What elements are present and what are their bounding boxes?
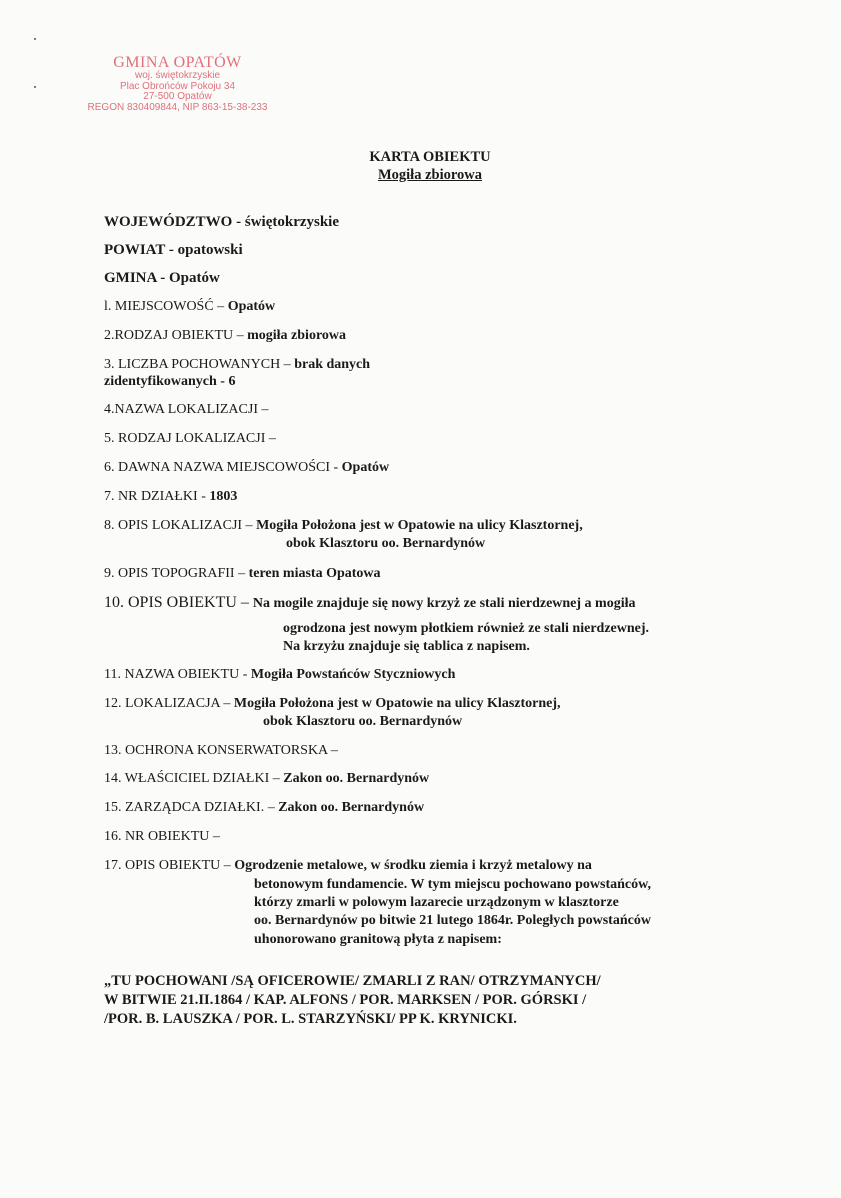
- field-value: Mogiła Położona jest w Opatowie na ulicy Klasztornej,: [256, 518, 583, 533]
- field-value: Zakon oo. Bernardynów: [283, 771, 430, 786]
- field-value-continued: betonowym fundamencie. W tym miejscu pochowano powstańców,: [254, 877, 651, 892]
- field-miejscowosc: [104, 299, 275, 315]
- scan-speck: [34, 86, 36, 88]
- field-label: 16. NR OBIEKTU –: [104, 829, 220, 844]
- field-value-continued: obok Klasztoru oo. Bernardynów: [263, 714, 463, 729]
- field-liczba-pochowanych: [104, 357, 370, 373]
- field-value: Na mogile znajduje się nowy krzyż ze stali nierdzewnej a mogiła: [252, 596, 636, 611]
- field-wojewodztwo: [104, 214, 339, 231]
- field-value-continued: którzy zmarli w polowym lazarecie urządzonym w klasztorze: [254, 895, 619, 910]
- field-label: 4.NAZWA LOKALIZACJI –: [104, 402, 269, 417]
- field-rodzaj-lokalizacji: [104, 431, 276, 447]
- inscription-line: „TU POCHOWANI /SĄ OFICEROWIE/ ZMARLI Z RAN/ OTRZYMANYCH/: [104, 973, 601, 989]
- field-nazwa-obiektu: [104, 667, 455, 683]
- field-nr-dzialki: [104, 489, 237, 505]
- field-opis-lokalizacji: [104, 518, 583, 534]
- stamp-line: woj. świętokrzyskie: [134, 70, 221, 81]
- field-opis-obiektu-10: [104, 594, 636, 612]
- field-label: 2.RODZAJ OBIEKTU –: [104, 328, 248, 343]
- field-dawna-nazwa: [104, 460, 389, 476]
- field-label: 11. NAZWA OBIEKTU -: [104, 667, 251, 682]
- field-value-continued: uhonorowano granitową płyta z napisem:: [254, 932, 502, 947]
- inscription-line: W BITWIE 21.II.1864 / KAP. ALFONS / POR. MARKSEN / POR. GÓRSKI /: [104, 992, 587, 1008]
- field-opis-obiektu-17: [104, 858, 592, 874]
- field-value: - opatowski: [165, 242, 243, 258]
- stamp-line: 27-500 Opatów: [143, 91, 212, 102]
- field-value: Zakon oo. Bernardynów: [278, 800, 425, 815]
- field-value: świętokrzyskie: [244, 214, 340, 230]
- field-label: 7. NR DZIAŁKI -: [104, 489, 210, 504]
- inscription-line: /POR. B. LAUSZKA / POR. L. STARZYŃSKI/ PP K. KRYNICKI.: [104, 1011, 517, 1027]
- office-stamp: [80, 54, 275, 113]
- field-value: 1803: [209, 489, 238, 504]
- field-label: 14. WŁAŚCICIEL DZIAŁKI –: [104, 771, 284, 786]
- field-value-continued: ogrodzona jest nowym płotkiem również ze stali nierdzewnej.: [283, 621, 650, 636]
- field-label: 12. LOKALIZACJA –: [104, 696, 234, 711]
- stamp-line: REGON 830409844, NIP 863-15-38-233: [87, 101, 268, 113]
- document-subtitle: Mogiła zbiorowa: [377, 167, 483, 183]
- stamp-title: GMINA OPATÓW: [113, 54, 242, 71]
- field-label: 17. OPIS OBIEKTU –: [104, 858, 235, 873]
- field-value: Ogrodzenie metalowe, w środku ziemia i krzyż metalowy na: [234, 858, 592, 873]
- field-value: brak danych: [294, 357, 371, 372]
- stamp-line: Plac Obrońców Pokoju 34: [119, 80, 236, 92]
- document-title: KARTA OBIEKTU: [369, 149, 491, 165]
- field-ochrona-konserwatorska: [104, 743, 338, 759]
- field-value-continued: zidentyfikowanych - 6: [104, 374, 236, 389]
- field-label: 5. RODZAJ LOKALIZACJI –: [104, 431, 276, 446]
- field-value: teren miasta Opatowa: [248, 566, 381, 581]
- field-value-continued: obok Klasztoru oo. Bernardynów: [286, 536, 486, 551]
- field-nazwa-lokalizacji: [104, 402, 268, 418]
- field-label: GMINA: [104, 270, 157, 286]
- field-gmina: [104, 270, 220, 287]
- field-value: mogiła zbiorowa: [247, 328, 347, 343]
- field-lokalizacja: [104, 696, 561, 712]
- field-zarzadca-dzialki: [104, 800, 424, 816]
- field-value: Opatów: [341, 460, 390, 475]
- field-value: Mogiła Powstańców Styczniowych: [250, 667, 456, 682]
- field-nr-obiektu: [104, 829, 220, 845]
- field-label: WOJEWÓDZTWO -: [104, 214, 245, 230]
- field-label: POWIAT: [104, 242, 166, 258]
- field-value-continued: oo. Bernardynów po bitwie 21 lutego 1864r. Poległych powstańców: [254, 913, 651, 928]
- field-label: 13. OCHRONA KONSERWATORSKA –: [104, 743, 338, 758]
- field-label: 10. OPIS OBIEKTU –: [104, 594, 253, 611]
- field-value-continued: Na krzyżu znajduje się tablica z napisem.: [283, 639, 530, 654]
- field-label: 9. OPIS TOPOGRAFII –: [104, 566, 249, 581]
- field-label: l. MIEJSCOWOŚĆ –: [104, 299, 228, 314]
- field-label: 6. DAWNA NAZWA MIEJSCOWOŚCI -: [104, 460, 342, 475]
- field-label: 3. LICZBA POCHOWANYCH –: [104, 357, 295, 372]
- field-label: 15. ZARZĄDCA DZIAŁKI. –: [104, 800, 279, 815]
- field-value: Mogiła Położona jest w Opatowie na ulicy Klasztornej,: [233, 696, 561, 711]
- field-powiat: [104, 242, 243, 259]
- field-opis-topografii: [104, 566, 381, 582]
- field-value: - Opatów: [156, 270, 220, 286]
- field-label: 8. OPIS LOKALIZACJI –: [104, 518, 257, 533]
- field-rodzaj-obiektu: [104, 328, 346, 344]
- field-wlasciciel-dzialki: [104, 771, 429, 787]
- scan-speck: [34, 38, 36, 40]
- field-value: Opatów: [227, 299, 276, 314]
